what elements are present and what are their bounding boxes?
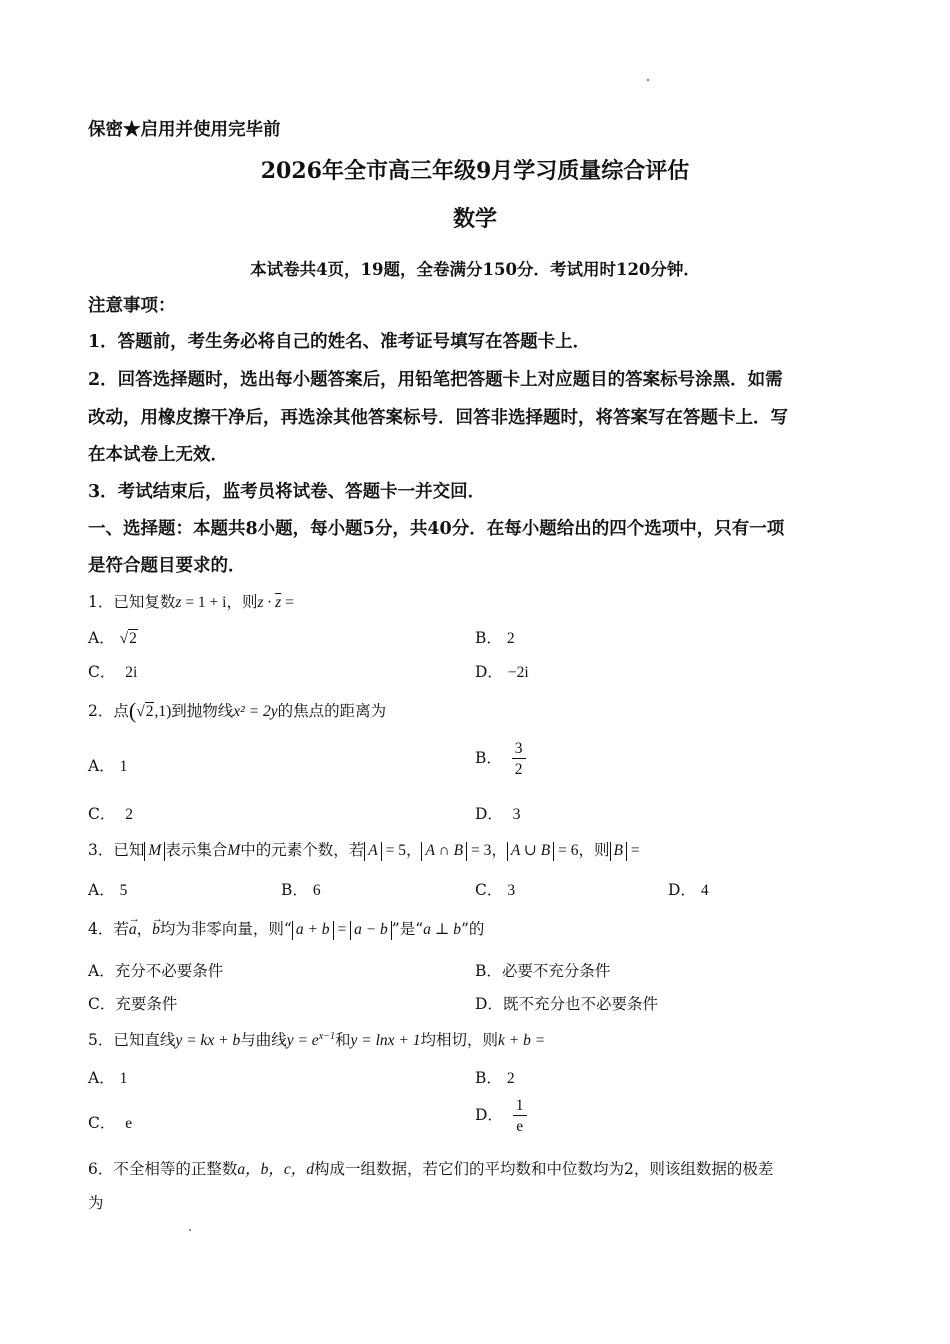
option-label: C． [88, 1114, 116, 1132]
q3-option-a [88, 878, 127, 900]
fraction-denominator: 2 [514, 761, 523, 779]
option-value: 1 [119, 758, 128, 775]
q1-option-a [88, 626, 138, 648]
q4-separator: ， [136, 920, 153, 938]
subject-title: 数学 [452, 206, 497, 232]
q2-option-c [88, 802, 133, 824]
option-value: 5 [119, 882, 128, 899]
q1-text-a: 已知复数 [113, 593, 176, 611]
q4-option-a [88, 959, 223, 981]
q1-option-c [88, 660, 137, 682]
option-label: C． [475, 881, 503, 899]
q2-sqrt-value: 2 [145, 703, 154, 720]
fraction-numerator: 1 [513, 1097, 527, 1116]
q5-text-d: 均相切，则 [420, 1031, 499, 1049]
q3-eq1: = 5， [381, 842, 422, 859]
q1-a-value: 2 [129, 630, 137, 647]
question-6-stem [88, 1157, 773, 1179]
exam-info: 本试卷共4页，19题，全卷满分150分．考试用时120分钟． [250, 260, 700, 279]
option-value: 充要条件 [115, 995, 178, 1013]
option-value: 4 [700, 882, 709, 899]
q3-text-c: 中的元素个数，若 [240, 841, 365, 859]
q5-curve-1: y = e [286, 1032, 319, 1049]
q3-text-a: 已知 [113, 841, 145, 859]
q3-text-b: 表示集合 [165, 841, 228, 859]
option-label: B． [475, 962, 502, 980]
option-value: 充分不必要条件 [114, 962, 224, 980]
note-3: 3．考试结束后，监考员将试卷、答题卡一并交回． [88, 482, 486, 502]
q4-perpendicular: a ⊥ b [423, 921, 461, 938]
option-label: C． [88, 995, 116, 1013]
q1-option-b [475, 626, 515, 648]
option-label: A． [88, 757, 115, 775]
note-2-line-3: 在本试卷上无效． [88, 445, 228, 465]
note-2-line-2: 改动，用橡皮擦干净后，再选涂其他答案标号．回答非选择题时，将答案写在答题卡上．写 [88, 408, 788, 428]
q1-number: 1． [88, 593, 114, 611]
corner-dot [189, 1229, 191, 1231]
q3-abs-a-cap-b: A ∩ B [421, 842, 467, 861]
option-label: C． [88, 805, 116, 823]
option-value: 2 [506, 630, 515, 647]
q5-option-d [475, 1097, 527, 1135]
q5-text-a: 已知直线 [113, 1031, 176, 1049]
q3-eq3: = 6，则 [554, 842, 610, 859]
fraction-numerator: 3 [512, 740, 526, 759]
q2-text-a: 点 [113, 702, 129, 720]
q1-option-d [475, 660, 529, 682]
q3-option-c [475, 878, 515, 900]
option-label: B． [475, 749, 502, 768]
q4-text-a: 若 [113, 920, 129, 938]
q5-line-eq: y = kx + b [175, 1032, 241, 1049]
option-label: A． [88, 1069, 115, 1087]
q1-eq: = 1 + i [181, 594, 227, 611]
option-value: 2i [125, 664, 138, 681]
q3-abs-m: M [144, 842, 165, 861]
q4-text-d: ”的 [460, 920, 485, 938]
q3-abs-a: A [364, 842, 381, 861]
q4-text-c: ”是“ [391, 920, 424, 938]
option-value: e [125, 1115, 133, 1132]
confidential-label: 保密★启用并使用完毕前 [88, 120, 281, 140]
q4-vector-a: → a [129, 921, 137, 939]
q2-option-a [88, 754, 127, 776]
corner-dot [647, 79, 649, 81]
q5-text-c: 和 [334, 1031, 351, 1049]
notes-heading: 注意事项： [88, 296, 176, 316]
q4-option-d [475, 992, 658, 1014]
q2-paren-left: ( [128, 698, 137, 723]
q6-number: 6． [88, 1160, 114, 1178]
q3-abs-b: B [610, 842, 627, 861]
q2-number: 2． [88, 702, 114, 720]
option-value: 3 [507, 882, 516, 899]
option-label: C． [88, 663, 116, 681]
q2-option-b [475, 740, 526, 778]
q3-eq2: = 3， [467, 842, 507, 859]
q1-text-b: ，则 [226, 593, 258, 611]
q4-vector-b: → b [152, 921, 160, 939]
option-value: 既不充分也不必要条件 [502, 995, 658, 1013]
q3-eq4: = [626, 842, 640, 859]
q2-text-b: 到抛物线 [171, 702, 234, 720]
q2-text-c: 的焦点的距离为 [277, 702, 387, 720]
question-4-stem [88, 917, 484, 940]
q4-number: 4． [88, 920, 114, 938]
q1-eq2: = [281, 594, 294, 611]
q4-option-c [88, 992, 177, 1014]
sqrt-expression: √2 [136, 703, 154, 720]
option-value: 2 [125, 806, 133, 823]
question-1-stem [88, 590, 294, 612]
q5-curve-1-exponent: x−1 [318, 1030, 335, 1042]
option-label: A． [88, 962, 115, 980]
option-value: −2i [507, 664, 529, 681]
option-value: 3 [512, 806, 521, 823]
q5-option-a [88, 1066, 127, 1088]
option-value: 6 [312, 882, 321, 899]
option-label: D． [475, 805, 503, 823]
question-3-stem [88, 838, 640, 861]
q6-text-b: 构成一组数据，若它们的平均数和中位数均为2，则该组数据的极差 [314, 1160, 774, 1178]
option-value: 必要不充分条件 [501, 962, 611, 980]
q6-text-a: 不全相等的正整数 [113, 1160, 238, 1178]
option-label: A． [88, 881, 115, 899]
q3-m: M [227, 842, 241, 859]
fraction-denominator: e [516, 1118, 524, 1136]
question-5-stem [88, 1028, 545, 1050]
q3-option-d [668, 878, 709, 900]
note-1: 1．答题前，考生务必将自己的姓名、准考证号填写在答题卡上． [88, 332, 591, 352]
option-value: 1 [119, 1070, 128, 1087]
q4-equals: = [333, 921, 351, 938]
q2-parabola: x² = 2y [233, 703, 278, 720]
q5-curve-2: y = lnx + 1 [350, 1032, 421, 1049]
q4-option-b [475, 959, 610, 981]
option-label: D． [668, 881, 696, 899]
q1-product: z · [257, 594, 276, 611]
q5-option-c [88, 1111, 132, 1133]
q5-number: 5． [88, 1031, 114, 1049]
option-label: D． [475, 663, 503, 681]
q4-text-b: 均为非零向量，则“ [159, 920, 292, 938]
option-value: 2 [506, 1070, 515, 1087]
q5-text-b: 与曲线 [240, 1031, 287, 1049]
option-label: B． [281, 881, 308, 899]
fraction [513, 1097, 527, 1135]
q2-paren-right: ,1) [154, 703, 172, 720]
exam-title: 2026年全市高三年级9月学习质量综合评估 [260, 158, 690, 184]
sqrt-expression: √2 [119, 630, 137, 647]
option-label: B． [475, 629, 502, 647]
option-label: D． [475, 1106, 503, 1125]
question-6-stem-cont: 为 [88, 1194, 104, 1212]
q3-option-b [281, 878, 321, 900]
fraction [512, 740, 526, 778]
option-label: A． [88, 629, 115, 647]
q4-abs-diff: a − b [350, 921, 392, 940]
q1-z: z [175, 594, 182, 611]
q5-option-b [475, 1066, 515, 1088]
q5-ask: k + b = [498, 1032, 546, 1049]
note-2-line-1: 2．回答选择题时，选出每小题答案后，用铅笔把答题卡上对应题目的答案标号涂黑．如需 [88, 370, 783, 390]
q2-option-d [475, 802, 521, 824]
q4-abs-sum: a + b [292, 921, 334, 940]
q3-abs-a-cup-b: A ∪ B [507, 842, 554, 861]
section-1-line-1: 一、选择题：本题共8小题，每小题5分，共40分．在每小题给出的四个选项中，只有一项 [88, 519, 785, 539]
option-label: B． [475, 1069, 502, 1087]
question-2-stem [88, 698, 386, 724]
q1-zbar: $\overline{z}$ [275, 594, 282, 611]
option-label: D． [475, 995, 503, 1013]
q6-variables: a，b，c，d [237, 1161, 315, 1178]
q3-number: 3． [88, 841, 114, 859]
section-1-line-2: 是符合题目要求的． [88, 556, 246, 576]
